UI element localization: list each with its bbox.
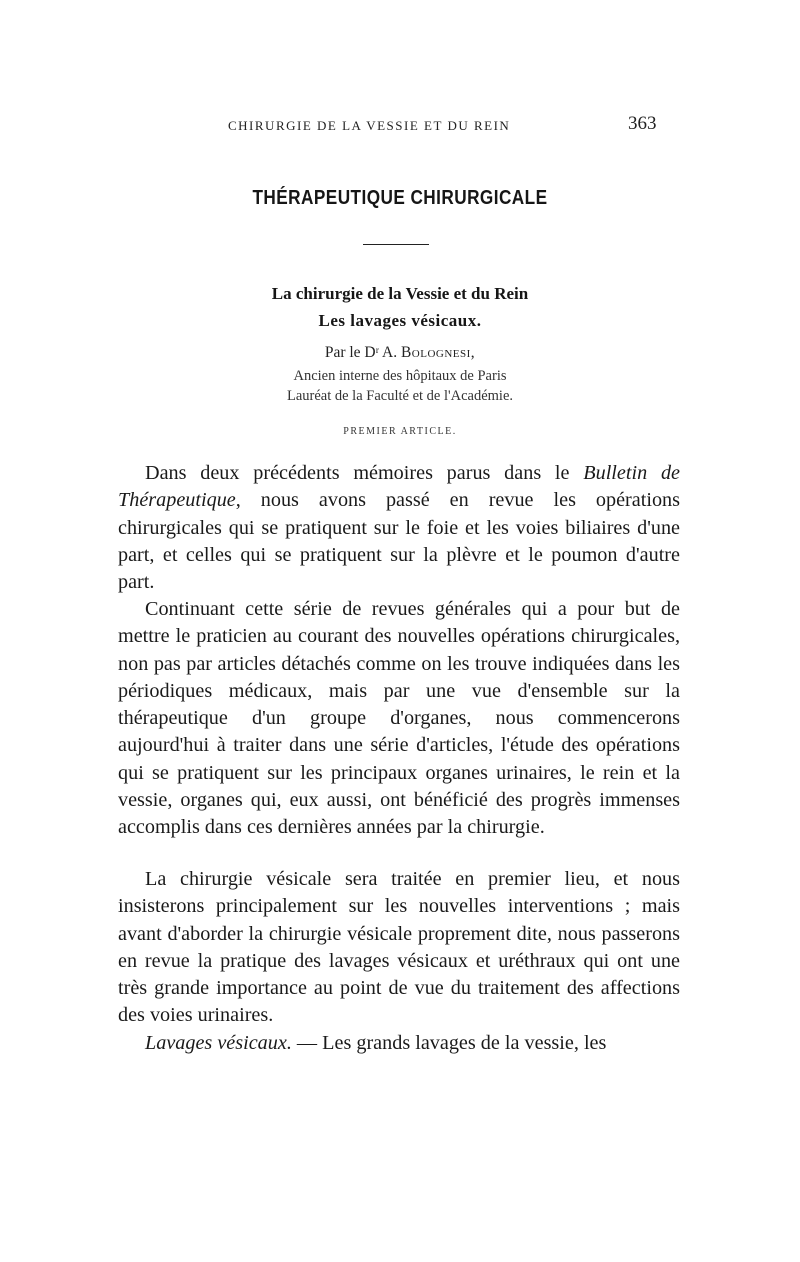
paragraph-4-text: — Les grands lavages de la vessie, les [291, 1032, 607, 1054]
article-part: PREMIER ARTICLE. [343, 426, 457, 437]
paragraph-4 [118, 1030, 680, 1057]
byline [0, 344, 800, 362]
paragraph-2: Continuant cette série de revues générales qui a pour but de mettre le praticien au courant des nouvelles opérations chirurgicales, non pas par articles détachés comme on les trouve indiquées dans les périodiques médicaux, mais par une vue d'ensemble sur la thérapeutique d'un groupe d'organes, nous commencerons aujourd'hui à traiter dans une série d'articles, l'étude des opérations qui se pratiquent sur les principaux organes urinaires, le rein et la vessie, organes qui, eux aussi, ont bénéficié des progrès immenses accomplis dans ces dernières années par la chirurgie. [118, 598, 680, 839]
running-head: CHIRURGIE DE LA VESSIE ET DU REIN [228, 118, 511, 133]
article-subtitle: Les lavages vésicaux. [318, 311, 482, 330]
affiliation-2: Lauréat de la Faculté et de l'Académie. [286, 388, 514, 404]
paragraph-4-lead: Lavages vésicaux. [145, 1032, 292, 1054]
author-name: Bolognesi, [400, 344, 476, 361]
section-title: THÉRAPEUTIQUE CHIRURGICALE [252, 187, 548, 209]
byline-prefix: Par le Dʳ A. [324, 344, 401, 361]
paragraph-3: La chirurgie vésicale sera traitée en premier lieu, et nous insisterons principalement sur les nouvelles interventions ; mais avant d'aborder la chirurgie vésicale proprement dite, nous passerons en revue la pratique des lavages vésicaux et uréthraux qui ont une très grande importance au point de vue du traitement des affections des voies urinaires. [118, 868, 680, 1027]
paragraph-1 [118, 460, 680, 596]
page-number: 363 [628, 113, 657, 134]
article-title: La chirurgie de la Vessie et du Rein [271, 284, 529, 303]
title-rule [363, 244, 429, 245]
journal-title: Bulletin de Thérapeutique [118, 462, 680, 512]
paragraph-1-b: , nous avons passé en revue les opérations chirurgicales qui se pratiquent sur le foie et les voies biliaires d'une part, et celles qui se pratiquent sur la plèvre et le poumon d'autre part. [118, 489, 680, 594]
paragraph-1-a: Dans deux précédents mémoires parus dans le [145, 462, 584, 484]
affiliation-1: Ancien interne des hôpitaux de Paris [293, 368, 507, 384]
